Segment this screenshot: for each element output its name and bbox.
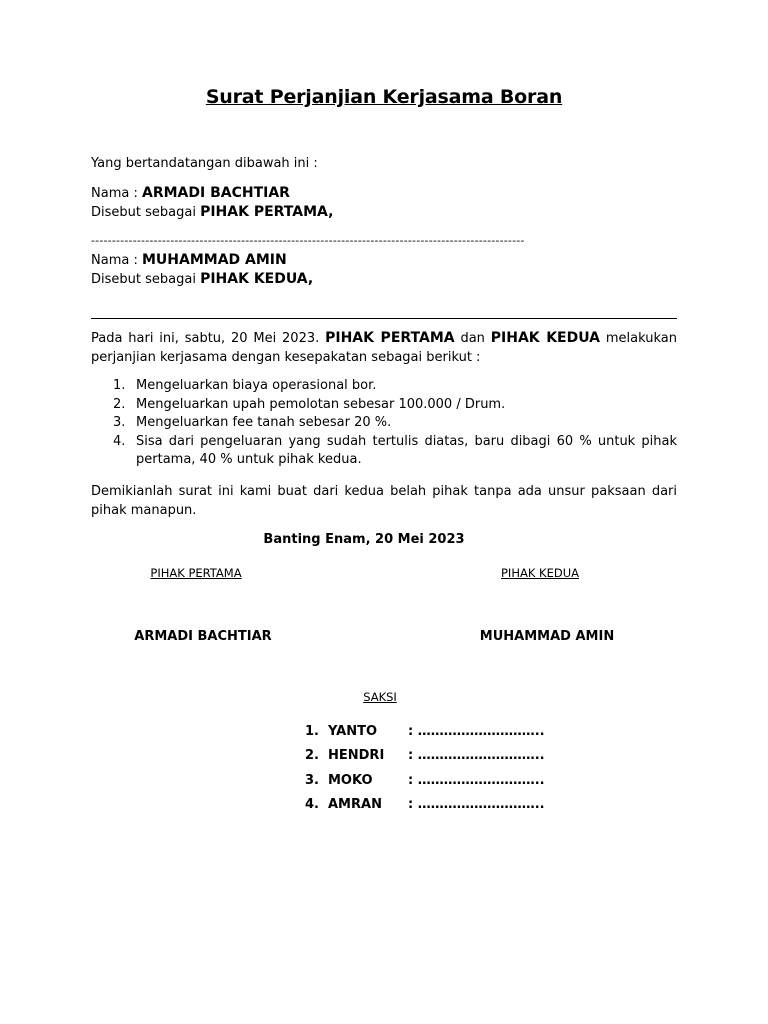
horizontal-rule	[91, 318, 677, 319]
witness-signature-line: : ………………………..	[408, 772, 545, 788]
term-text: Mengeluarkan fee tanah sebesar 20 %.	[136, 415, 392, 430]
party2-role-prefix: Disebut sebagai	[91, 272, 196, 287]
agreement-party2: PIHAK KEDUA	[490, 330, 601, 346]
agreement-date-text: Pada hari ini, sabtu, 20 Mei 2023.	[91, 331, 320, 346]
witness-list	[305, 724, 565, 821]
intro-text: Yang bertandatangan dibawah ini :	[91, 156, 318, 171]
party1-name-label: Nama :	[91, 186, 138, 201]
list-item	[91, 396, 677, 415]
signature-right-heading: PIHAK KEDUA	[501, 566, 579, 580]
agreement-rest-text: melakukan perjanjian kerjasama dengan kesepakatan sebagai berikut :	[91, 331, 677, 365]
place-date: Banting Enam, 20 Mei 2023	[263, 532, 465, 547]
party1-role: PIHAK PERTAMA,	[200, 204, 334, 220]
party1-name-line	[91, 184, 290, 203]
party2-role-line	[91, 270, 313, 289]
list-item	[91, 377, 677, 396]
witness-name: AMRAN	[328, 796, 382, 812]
list-item	[305, 773, 565, 797]
witness-name: MOKO	[328, 772, 373, 788]
list-item	[305, 748, 565, 772]
party2-name: MUHAMMAD AMIN	[141, 252, 287, 268]
party1-role-line	[91, 203, 333, 222]
party2-name-line	[91, 251, 287, 270]
witness-signature-line: : ………………………..	[408, 796, 545, 812]
witness-signature-line: : ………………………..	[408, 724, 545, 739]
terms-list	[91, 377, 677, 470]
term-text: Sisa dari pengeluaran yang sudah tertulis diatas, baru dibagi 60 % untuk pihak pertama, 40 % untuk pihak kedua.	[136, 433, 677, 467]
signature-left-name: ARMADI BACHTIAR	[134, 629, 272, 644]
witness-heading: SAKSI	[363, 690, 397, 704]
agreement-and: dan	[460, 331, 485, 346]
signature-left-heading: PIHAK PERTAMA	[150, 566, 242, 580]
witness-name: YANTO	[328, 724, 378, 739]
dashed-separator: --------------------------------------------------------------------------------------------------------	[91, 234, 525, 247]
witness-signature-line: : ………………………..	[408, 748, 545, 764]
witness-number: 2.	[305, 748, 319, 764]
term-number: 2.	[113, 396, 126, 412]
term-number: 3.	[113, 415, 126, 430]
party1-name: ARMADI BACHTIAR	[141, 185, 290, 201]
witness-number: 4.	[305, 796, 319, 812]
party2-role: PIHAK KEDUA,	[200, 271, 314, 287]
list-item	[305, 724, 565, 748]
agreement-paragraph	[91, 329, 677, 367]
signature-right-name: MUHAMMAD AMIN	[479, 629, 615, 644]
party1-role-prefix: Disebut sebagai	[91, 205, 196, 220]
term-text: Mengeluarkan upah pemolotan sebesar 100.000 / Drum.	[136, 396, 506, 412]
list-item	[91, 433, 677, 470]
document-title: Surat Perjanjian Kerjasama Boran	[205, 86, 563, 108]
witness-name: HENDRI	[328, 748, 385, 764]
list-item	[91, 414, 677, 433]
party2-name-label: Nama :	[91, 253, 138, 268]
agreement-party1: PIHAK PERTAMA	[325, 330, 455, 346]
list-item	[305, 797, 565, 821]
term-text: Mengeluarkan biaya operasional bor.	[136, 378, 377, 393]
closing-paragraph: Demikianlah surat ini kami buat dari kedua belah pihak tanpa ada unsur paksaan dari pihak manapun.	[91, 484, 677, 518]
witness-number: 3.	[305, 772, 319, 788]
term-number: 4.	[113, 433, 126, 449]
term-number: 1.	[113, 378, 126, 393]
witness-number: 1.	[305, 724, 319, 739]
